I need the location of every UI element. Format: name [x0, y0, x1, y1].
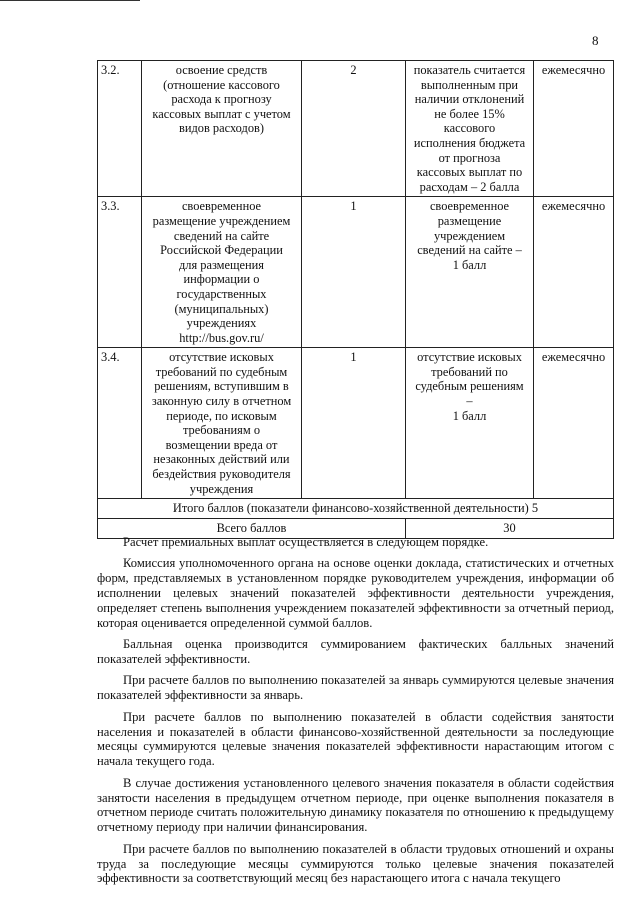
body-paragraph: Балльная оценка производится суммированием фактических балльных значений показателей эффективности.	[97, 637, 614, 667]
condition-line: расходам – 2 балла	[419, 179, 520, 194]
condition-line: 1 балл	[452, 408, 487, 423]
indicator-points: 2	[302, 61, 406, 197]
condition-line: исполнения бюджета	[413, 135, 526, 150]
description-line: видов расходов)	[179, 121, 264, 136]
description-line: http://bus.gov.ru/	[179, 330, 264, 345]
indicators-table	[97, 60, 614, 539]
description-line: сведений на сайте	[173, 228, 270, 243]
condition-line: сведений на сайте –	[417, 243, 522, 258]
description-line: государственных	[176, 286, 267, 301]
condition-line: от прогноза	[438, 150, 501, 165]
description-line: Российской Федерации	[160, 243, 283, 258]
row-number: 3.2.	[98, 61, 142, 197]
description-line: бездействия руководителя	[152, 467, 291, 482]
condition-line: кассового	[443, 121, 496, 136]
condition-line: требований по	[431, 364, 508, 379]
indicator-description	[142, 61, 302, 197]
top-rule	[0, 0, 140, 1]
indicator-period: ежемесячно	[534, 348, 614, 499]
description-line: расхода к прогнозу	[171, 92, 272, 107]
description-line: требований по судебным	[155, 364, 288, 379]
indicator-condition	[406, 197, 534, 348]
body-paragraph: При расчете баллов по выполнению показателей за январь суммируются целевые значения показателей эффективности за январь.	[97, 673, 614, 703]
description-line: учреждения	[189, 481, 254, 496]
description-line: отсутствие исковых	[169, 350, 274, 365]
condition-line: показатель считается	[413, 63, 526, 77]
description-line: незаконных действий или	[153, 452, 290, 467]
indicator-description	[142, 348, 302, 499]
body-paragraph: При расчете баллов по выполнению показателей в области содействия занятости населения и показателей в области финансово-хозяйственной деятельности за последующие месяцы суммируются целевые значения показателей эффективности нарастающим итогом с начала текущего года.	[97, 709, 614, 769]
description-line: требованиям о	[182, 423, 261, 438]
condition-line: 1 балл	[452, 257, 487, 272]
body-paragraph: В случае достижения установленного целевого значения показателя в области содействия занятости населения в предыдущем отчетном периоде, при оценке выполнения показателя в отчетном периоде считать положительную динамику показателя по отношению к предыдущему отчетному периоду при наличии финансирования.	[97, 775, 614, 835]
indicator-period: ежемесячно	[534, 61, 614, 197]
total-label: Всего баллов	[98, 519, 406, 539]
condition-line: размещение	[437, 213, 502, 228]
indicator-condition	[406, 348, 534, 499]
description-line: освоение средств	[175, 63, 268, 77]
row-number: 3.4.	[98, 348, 142, 499]
condition-line: кассовых выплат по	[416, 165, 523, 180]
condition-line: учреждением	[433, 228, 506, 243]
description-line: размещение учреждением	[152, 213, 291, 228]
indicator-points: 1	[302, 197, 406, 348]
condition-line: отсутствие исковых	[417, 350, 522, 365]
indicator-condition	[406, 61, 534, 197]
description-line: для размещения	[178, 257, 265, 272]
subtotal-row	[98, 499, 614, 519]
description-line: периоде, по исковым	[166, 408, 277, 423]
indicator-description	[142, 197, 302, 348]
description-line: законную силу в отчетном	[151, 394, 292, 409]
description-line: учреждениях	[186, 316, 257, 331]
body-paragraph: При расчете баллов по выполнению показателей в области трудовых отношений и охраны труда за последующие месяцы суммируются только целевые значения показателей эффективности за соответствующий месяц без нарастающего итога с начала текущего	[97, 841, 614, 886]
description-line: решениям, вступившим в	[154, 379, 289, 394]
row-number: 3.3.	[98, 197, 142, 348]
description-line: (муниципальных)	[174, 301, 269, 316]
body-paragraph: Комиссия уполномоченного органа на основе оценки доклада, статистических и отчетных форм, представляемых в установленном порядке руководителем учреждения, информации об исполнении целевых значений показателей эффективности деятельности учреждения, определяет степень выполнения учреждением показателей эффективности за отчетный период, которая оценивается определенной суммой баллов.	[97, 556, 614, 630]
description-line: (отношение кассового	[163, 77, 280, 92]
description-line: информации о	[183, 272, 260, 287]
description-line: кассовых выплат с учетом	[152, 106, 291, 121]
condition-line: –	[466, 394, 473, 409]
table-row	[98, 197, 614, 348]
condition-line: выполненным при	[420, 77, 519, 92]
subtotal-text: Итого баллов (показатели финансово-хозяйственной деятельности) 5	[98, 499, 614, 519]
condition-line: не более 15%	[434, 106, 505, 121]
table-row	[98, 348, 614, 499]
description-line: возмещении вреда от	[165, 437, 278, 452]
total-value: 30	[406, 519, 614, 539]
condition-line: судебным решениям	[415, 379, 524, 394]
condition-line: наличии отклонений	[414, 92, 525, 107]
description-line: своевременное	[181, 199, 262, 214]
indicator-period: ежемесячно	[534, 197, 614, 348]
page-number: 8	[592, 33, 599, 48]
condition-line: своевременное	[429, 199, 510, 214]
body-text	[97, 535, 614, 893]
indicator-points: 1	[302, 348, 406, 499]
table-row	[98, 61, 614, 197]
body-paragraph: Расчет премиальных выплат осуществляется в следующем порядке.	[123, 535, 489, 549]
